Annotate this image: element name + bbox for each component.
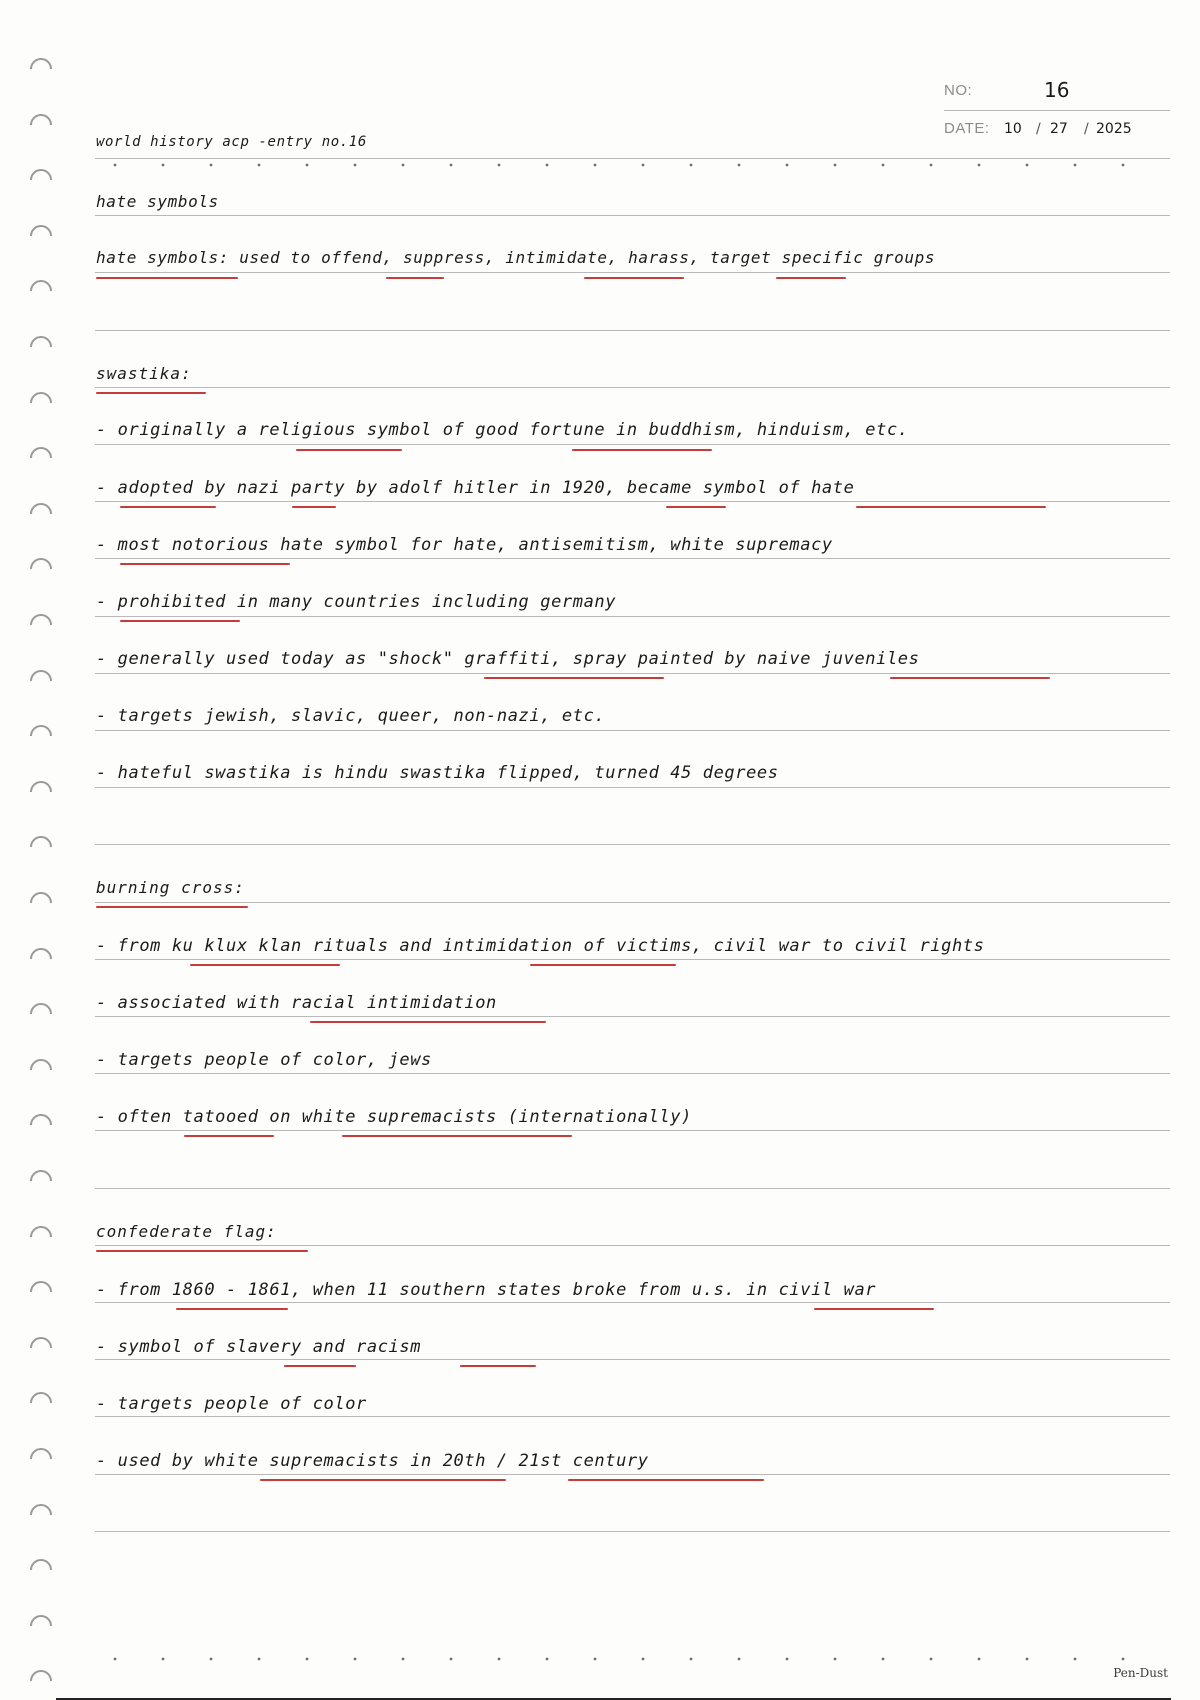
binder-hole [28,1053,54,1079]
burning-cross-bullet-2: - associated with racial intimidation [96,993,497,1013]
swastika-bullet-4: - prohibited in many countries including germany [96,592,617,612]
page-number: 16 [1044,78,1070,102]
underline-tatooed [184,1135,274,1137]
burning-cross-bullet-3: - targets people of color, jews [96,1050,432,1070]
ruled-line [95,501,1170,502]
burning-cross-heading: burning cross: [96,878,245,897]
ruled-line [95,616,1170,617]
underline-religious [296,449,402,451]
underline-prohibited [120,620,240,622]
swastika-bullet-6: - targets jewish, slavic, queer, non-nazi, etc. [96,706,606,726]
ruled-line [95,272,1170,273]
binder-hole [28,942,54,968]
ruled-line [95,1416,1170,1417]
underline-20th-21st-century [568,1479,764,1481]
swastika-heading: swastika: [96,364,192,383]
ruled-line [95,1531,1170,1532]
date-slash-1: / [1036,121,1041,137]
binder-hole [28,497,54,523]
binder-hole [28,1331,54,1357]
binder-hole [28,219,54,245]
binder-hole [28,108,54,134]
topic-line: hate symbols [96,192,219,211]
confederate-flag-bullet-1: - from 1860 - 1861, when 11 southern states broke from u.s. in civil war [96,1280,877,1300]
ruled-line [95,1474,1170,1475]
binder-hole [28,608,54,634]
dot-guide-row [95,155,1170,161]
swastika-bullet-5: - generally used today as "shock" graffiti, spray painted by naive juveniles [96,649,920,669]
date-month: 10 [1004,121,1022,137]
confederate-flag-bullet-4: - used by white supremacists in 20th / 21st century [96,1451,649,1471]
date-day: 27 [1050,121,1068,137]
underline-white-supremacists-2 [260,1479,506,1481]
underline-naive-juveniles [890,677,1050,679]
ruled-line [95,1245,1170,1246]
underline-1860-1861 [176,1308,288,1310]
underline-good-fortune [572,449,712,451]
page-header [944,76,1170,146]
ruled-line [95,1302,1170,1303]
binder-hole [28,997,54,1023]
binder-hole [28,1442,54,1468]
binder-hole [28,386,54,412]
ruled-line [95,730,1170,731]
underline-racism [460,1365,536,1367]
underline-intimidate [584,277,684,279]
binder-hole [28,1609,54,1635]
binder-hole [28,1220,54,1246]
binder-hole [28,886,54,912]
binder-hole [28,1664,54,1690]
ruled-line [95,959,1170,960]
underline-hate-symbols [96,277,238,279]
binder-hole [28,1275,54,1301]
no-label: NO: [944,82,973,99]
binder-hole [28,441,54,467]
binder-hole [28,775,54,801]
swastika-bullet-3: - most notorious hate symbol for hate, antisemitism, white supremacy [96,535,833,555]
underline-most-notorious [120,563,290,565]
ruled-line [95,844,1170,845]
underline-nazi [292,506,336,508]
definition-line: hate symbols: used to offend, suppress, intimidate, harass, target specific groups [96,248,936,267]
underline-1920 [666,506,726,508]
binder-hole [28,664,54,690]
confederate-flag-bullet-2: - symbol of slavery and racism [96,1337,422,1357]
binder-hole [28,330,54,356]
underline-racial-intimidation [310,1021,546,1023]
ruled-line [95,444,1170,445]
confederate-flag-heading: confederate flag: [96,1222,277,1241]
underline-white-supremacists [342,1135,572,1137]
ruled-line [95,1073,1170,1074]
ruled-line [95,215,1170,216]
date-label: DATE: [944,120,990,137]
brand-logo: Pen-Dust [1113,1666,1168,1680]
underline-swastika-heading [96,392,206,394]
burning-cross-bullet-4: - often tatooed on white supremacists (internationally) [96,1107,692,1127]
dot-guide-row [95,1649,1170,1655]
ruled-line [95,1016,1170,1017]
swastika-bullet-1: - originally a religious symbol of good fortune in buddhism, hinduism, etc. [96,420,909,440]
confederate-flag-bullet-3: - targets people of color [96,1394,367,1414]
ruled-line [95,387,1170,388]
ruled-line [95,787,1170,788]
ruled-line [95,1359,1170,1360]
ruled-line [95,1130,1170,1131]
ruled-line [95,673,1170,674]
binder-hole [28,274,54,300]
binder-hole [28,52,54,78]
ruled-line [95,558,1170,559]
binder-hole [28,830,54,856]
date-year: 2025 [1096,121,1132,137]
binder-hole [28,552,54,578]
underline-burning-cross-heading [96,906,248,908]
binder-hole [28,719,54,745]
ruled-line [95,902,1170,903]
underline-target [776,277,846,279]
underline-civil-war [814,1308,934,1310]
binder-hole [28,1553,54,1579]
binder-hole [28,1108,54,1134]
swastika-bullet-2: - adopted by nazi party by adolf hitler in 1920, became symbol of hate [96,478,855,498]
underline-slavery [284,1365,356,1367]
date-slash-2: / [1084,121,1089,137]
binder-hole [28,1386,54,1412]
underline-symbol-of-hate [856,506,1046,508]
underline-intimidation [530,964,676,966]
burning-cross-bullet-1: - from ku klux klan rituals and intimidation of victims, civil war to civil rights [96,936,985,956]
ruled-line [95,1188,1170,1189]
binder-hole [28,163,54,189]
underline-ku-klux-klan [190,964,340,966]
binder-hole [28,1164,54,1190]
underline-confederate-flag-heading [96,1250,308,1252]
no-underline [944,110,1170,111]
swastika-bullet-7: - hateful swastika is hindu swastika flipped, turned 45 degrees [96,763,779,783]
underline-adopted [120,506,216,508]
course-line: world history acp -entry no.16 [96,134,367,150]
underline-shock-graffiti [484,677,664,679]
underline-offend [386,277,444,279]
binder-holes [28,52,58,1672]
ruled-line [95,330,1170,331]
binder-hole [28,1498,54,1524]
